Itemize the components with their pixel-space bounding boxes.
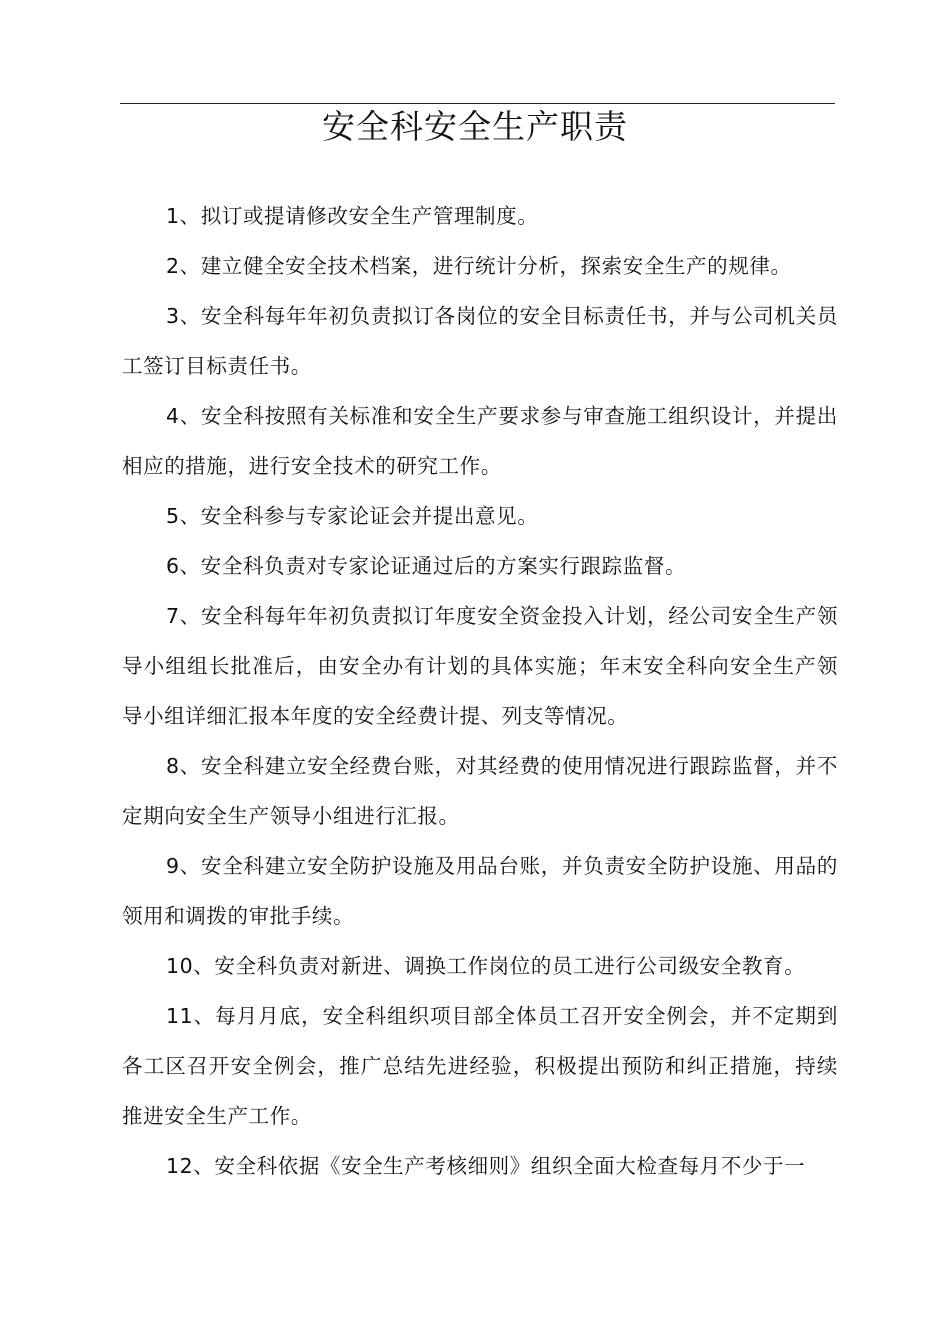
duty-item-11: 11、每月月底，安全科组织项目部全体员工召开安全例会，并不定期到各工区召开安全例会，推广总结先进经验，积极提出预防和纠正措施，持续推进安全生产工作。 [122, 1004, 838, 1128]
duty-item-3: 3、安全科每年年初负责拟订各岗位的安全目标责任书，并与公司机关员工签订目标责任书。 [122, 304, 838, 378]
duty-item-6: 6、安全科负责对专家论证通过后的方案实行跟踪监督。 [166, 554, 687, 578]
duty-item-8: 8、安全科建立安全经费台账，对其经费的使用情况进行跟踪监督，并不定期向安全生产领导小组进行汇报。 [122, 754, 838, 828]
duty-item-5: 5、安全科参与专家论证会并提出意见。 [166, 504, 539, 528]
duty-item-9: 9、安全科建立安全防护设施及用品台账，并负责安全防护设施、用品的领用和调拨的审批手续。 [122, 854, 838, 928]
duty-item-7: 7、安全科每年年初负责拟订年度安全资金投入计划，经公司安全生产领导小组组长批准后，由安全办有计划的具体实施；年末安全科向安全生产领导小组详细汇报本年度的安全经费计提、列支等情况。 [122, 604, 838, 728]
duty-item-12: 12、安全科依据《安全生产考核细则》组织全面大检查每月不少于一 [166, 1154, 806, 1178]
duty-item-10: 10、安全科负责对新进、调换工作岗位的员工进行公司级安全教育。 [166, 954, 806, 978]
duty-item-1: 1、拟订或提请修改安全生产管理制度。 [166, 204, 539, 228]
duty-item-2: 2、建立健全安全技术档案，进行统计分析，探索安全生产的规律。 [166, 254, 792, 278]
document-title: 安全科安全生产职责 [322, 107, 628, 146]
document-body [122, 191, 838, 1191]
duty-item-4: 4、安全科按照有关标准和安全生产要求参与审查施工组织设计，并提出相应的措施，进行安全技术的研究工作。 [122, 404, 838, 478]
